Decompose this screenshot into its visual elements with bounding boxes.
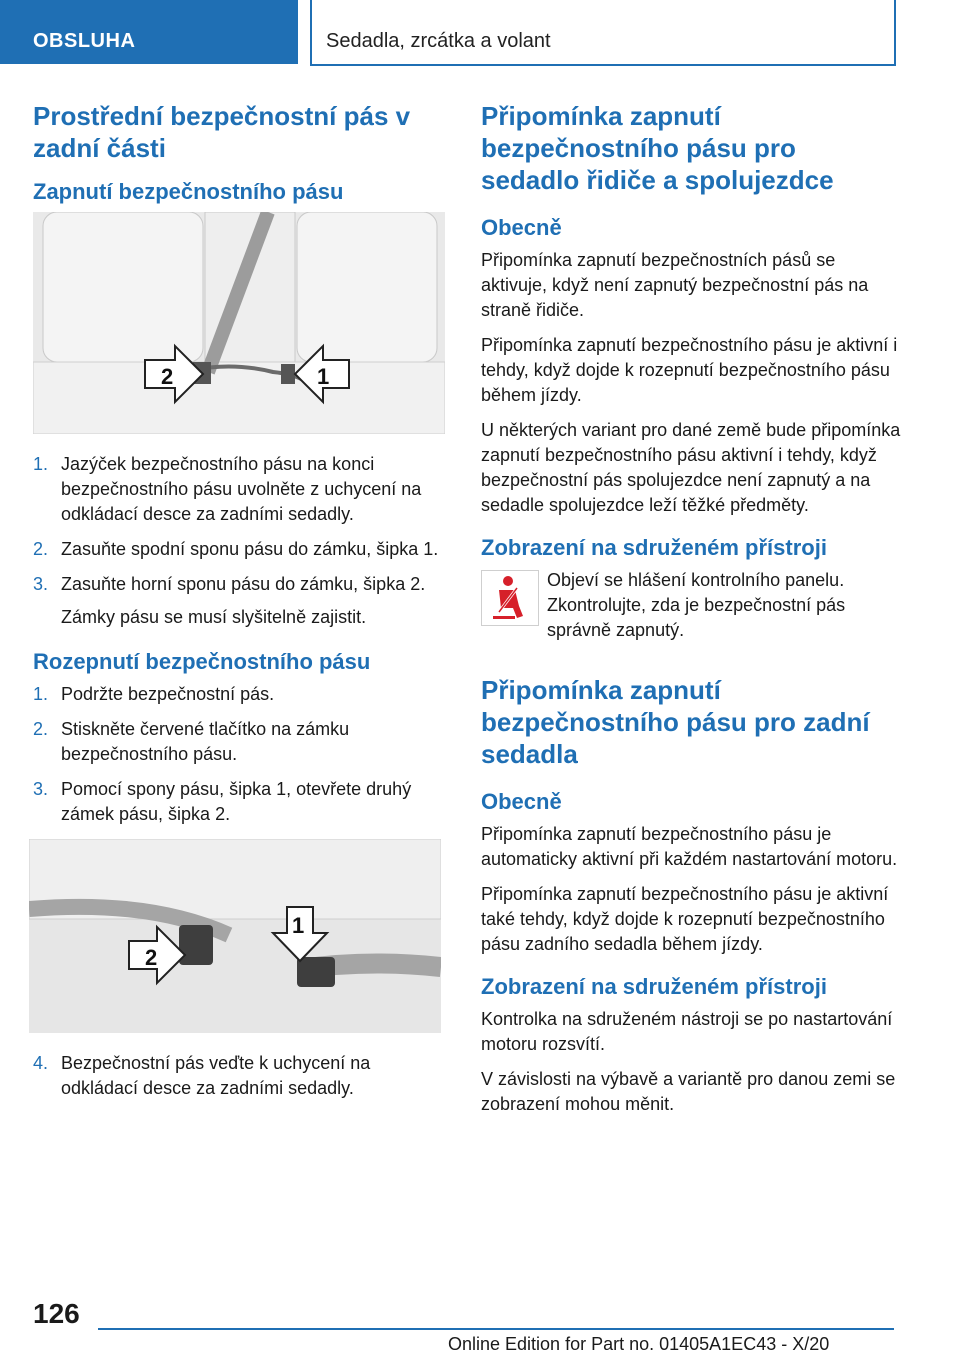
paragraph: U některých variant pro dané země bude připomínka zapnutí bezpečnostního pásu aktivní i tehdy, když bezpečnostní pás spolujezdce není zapnutý a na sedadle spolujezdce leží těžké předměty. xyxy=(481,420,901,515)
svg-text:2: 2 xyxy=(145,945,158,970)
page-number: 126 xyxy=(33,1298,80,1329)
right-title-1: Připomínka zapnutí bezpečnostního pásu pro sedadlo řidiče a spolujezdce xyxy=(481,101,834,195)
display-heading-2: Zobrazení na sdruženém přístroji xyxy=(481,974,827,999)
right-title-2: Připomínka zapnutí bezpečnostního pásu pro zadní sedadla xyxy=(481,675,870,769)
right-column xyxy=(481,100,901,1127)
paragraph: Připomínka zapnutí bezpečnostního pásu je aktivní i tehdy, když dojde k rozepnutí bezpečnostního pásu během jízdy. xyxy=(481,335,898,405)
list-item: 2. Zasuňte spodní sponu pásu do zámku, šipka 1. xyxy=(33,539,439,559)
svg-text:2: 2 xyxy=(161,364,174,389)
svg-text:1: 1 xyxy=(317,364,330,389)
display-heading-1: Zobrazení na sdruženém přístroji xyxy=(481,535,827,560)
paragraph: V závislosti na výbavě a variantě pro danou zemi se zobrazení mohou měnit. xyxy=(481,1069,896,1114)
list-item: 1. Jazýček bezpečnostního pásu na konci bezpečnostního pásu uvolněte z uchycení na odkládací desce za zadními sedadly. xyxy=(33,454,422,524)
paragraph: Připomínka zapnutí bezpečnostních pásů se aktivuje, když není zapnutý bezpečnostní pás na straně řidiče. xyxy=(481,250,869,320)
final-step xyxy=(33,1051,445,1101)
paragraph: Kontrolka na sdruženém nástroji se po nastartování motoru rozsvítí. xyxy=(481,1009,893,1054)
fasten-heading: Zapnutí bezpečnostního pásu xyxy=(33,179,344,204)
chapter-label: Sedadla, zrcátka a volant xyxy=(326,30,551,52)
buckle-release-figure xyxy=(29,839,441,1033)
list-item: 3. Pomocí spony pásu, šipka 1, otevřete druhý zámek pásu, šipka 2. xyxy=(33,779,412,824)
list-item: 1. Podržte bezpečnostní pás. xyxy=(33,684,275,704)
paragraph: Připomínka zapnutí bezpečnostního pásu je automaticky aktivní při každém nastartování motoru. xyxy=(481,824,898,869)
left-column xyxy=(33,100,445,1113)
rear-seat-buckle-figure xyxy=(33,212,445,434)
footer-rule xyxy=(98,1328,894,1330)
section-label: OBSLUHA xyxy=(33,30,136,52)
release-heading: Rozepnutí bezpečnostního pásu xyxy=(33,649,371,674)
seatbelt-warning-icon xyxy=(481,570,539,626)
edition-text: Online Edition for Part no. 01405A1EC43 - X/20 xyxy=(448,1334,830,1354)
warning-text: Objeví se hlášení kontrolního panelu. Zkontrolujte, zda je bezpečnostní pás správně zapnutý. xyxy=(547,570,846,640)
svg-text:1: 1 xyxy=(292,913,305,938)
section-tab xyxy=(0,0,298,64)
paragraph: Připomínka zapnutí bezpečnostního pásu je aktivní také tehdy, když dojde k rozepnutí bezpečnostního pásu zadního sedadla během jízdy. xyxy=(481,884,889,954)
fasten-note: Zámky pásu se musí slyšitelně zajistit. xyxy=(61,607,367,627)
list-item: 2. Stiskněte červené tlačítko na zámku bezpečnostního pásu. xyxy=(33,719,350,764)
release-steps xyxy=(33,682,445,827)
warning-notice xyxy=(481,568,901,658)
chapter-tab xyxy=(312,0,896,66)
general-heading-1: Obecně xyxy=(481,215,562,240)
list-item: 4. Bezpečnostní pás veďte k uchycení na odkládací desce za zadními sedadly. xyxy=(33,1053,371,1098)
left-title: Prostřední bezpečnostní pás v zadní části xyxy=(33,101,411,163)
fasten-steps xyxy=(33,452,445,597)
list-item: 3. Zasuňte horní sponu pásu do zámku, šipka 2. xyxy=(33,574,426,594)
general-heading-2: Obecně xyxy=(481,789,562,814)
